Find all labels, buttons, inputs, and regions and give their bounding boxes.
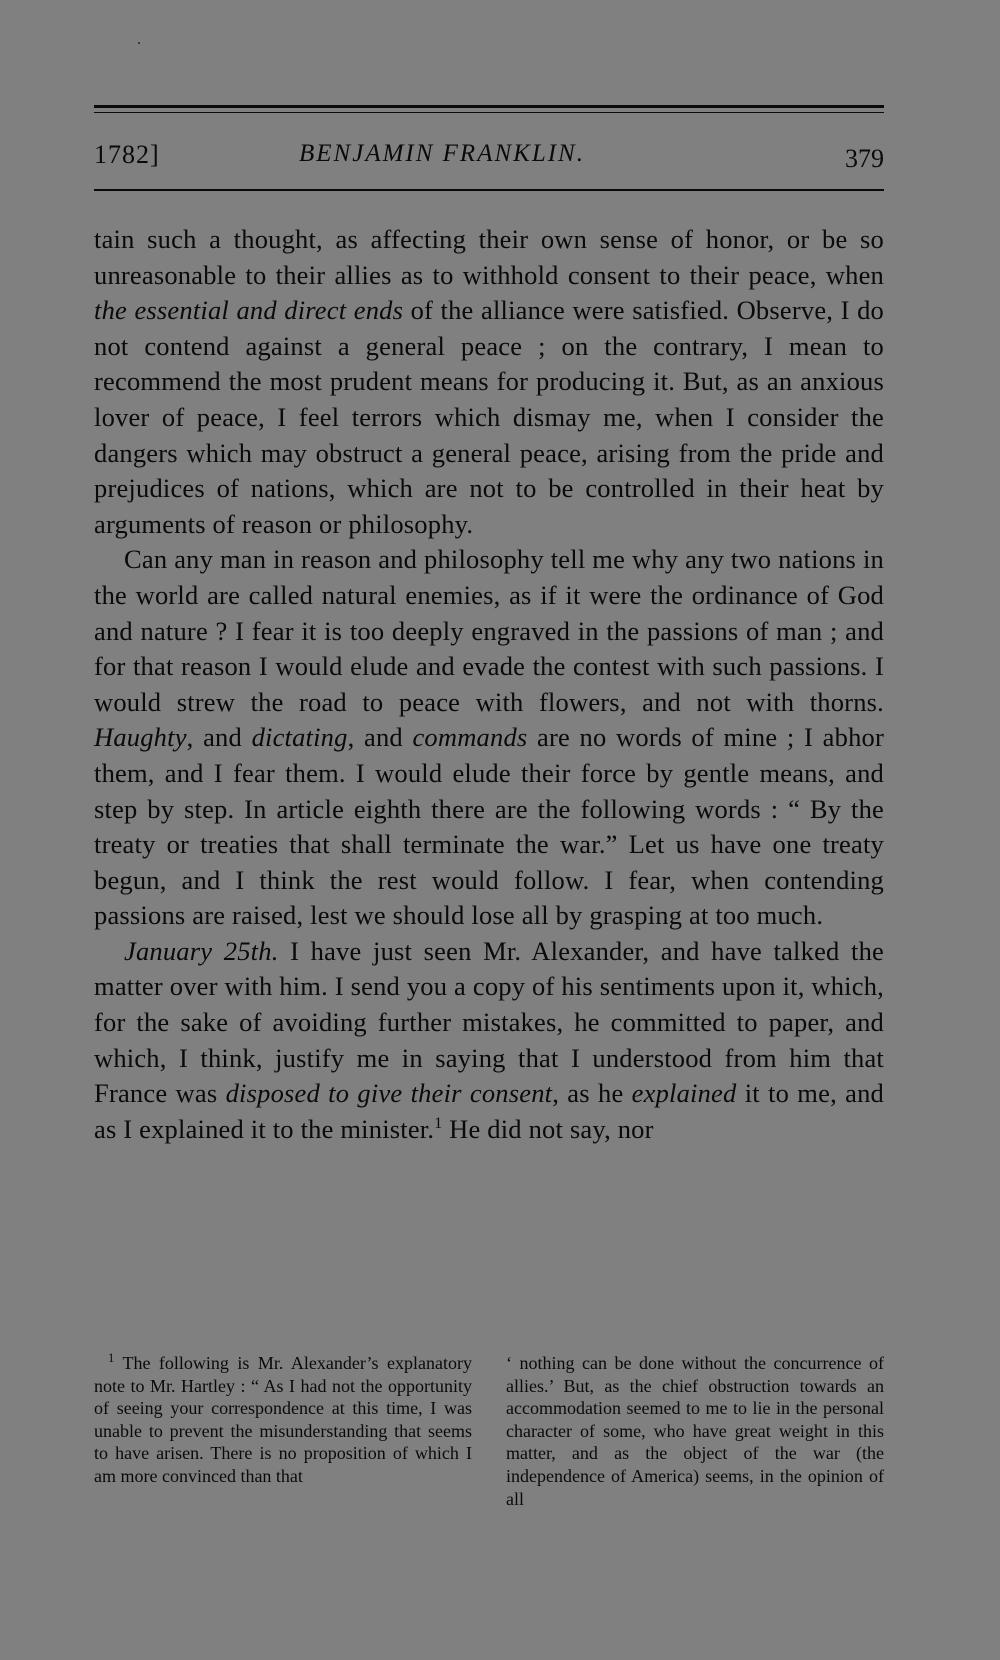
p3-text-c: it to me, and as I explained it to the minister. — [94, 1078, 885, 1144]
running-head-year: 1782] — [94, 140, 160, 169]
running-head — [94, 140, 884, 176]
p2-text-b: , and — [186, 722, 252, 753]
p2-text-a: Can any man in reason and philosophy tell me why any two nations in the world are called natural enemies, as if it were the ordinance of God and nature ? I fear it is too deeply engraved in the passions of man ; and for that reason I would elude and evade the contest with such passions. I would strew the road to peace with flowers, and not with thorns. — [94, 544, 884, 717]
footnote-right-text: ‘ nothing can be done without the concurrence of allies.’ But, as the chief obstruction towards an accommodation seemed to me to lie in the personal character of some, who have great weight in this matter, and as the object of the war (the independence of America) seems, in the opinion of all — [506, 1353, 884, 1509]
p2-text-d: are no words of mine ; I abhor them, and I fear them. I would elude their force by gentle means, and step by step. In article eighth there are the following words : “ By the treaty or treaties that shall terminate the war.” Let us have one treaty begun, and I think the rest would follow. I fear, when contending passions are raised, lest we should lose all by grasping at too much. — [94, 722, 884, 931]
paragraph-2 — [94, 542, 884, 934]
p3-text-a: I have just seen Mr. Alexander, and have talked the matter over with him. I send you a copy of his sentiments upon it, which, for the sake of avoiding further mistakes, he committed to paper, and which, I think, justify me in saying that I understood from him that France was — [94, 935, 884, 1109]
footnote-left-body: The following is Mr. Alexander’s explanatory note to Mr. Hartley : “ As I had not the opportunity of seeing your correspondence at this time, I was unable to prevent the misunderstanding that seems to have arisen. There is no proposition of which I am more convinced than that — [94, 1353, 472, 1486]
footnote-reference: 1 — [434, 1115, 443, 1133]
footnote-column-right — [506, 1352, 884, 1510]
paper-speck — [138, 42, 140, 44]
p2-italic-haughty: Haughty — [94, 722, 187, 753]
header-rule-thick — [94, 105, 884, 108]
footnote-column-left — [94, 1352, 472, 1488]
p1-italic: the essential and direct ends — [94, 295, 404, 326]
running-head-title: BENJAMIN FRANKLIN. — [299, 140, 585, 167]
paragraph-1 — [94, 222, 884, 542]
running-head-rule — [94, 189, 884, 191]
p3-date: January 25th. — [124, 935, 279, 966]
footnote-left-text — [94, 1352, 472, 1488]
p2-text-c: , and — [347, 722, 413, 753]
p3-italic-disposed: disposed to give their consent — [225, 1078, 553, 1109]
p3-text-d: He did not say, nor — [442, 1113, 654, 1144]
paragraph-3 — [94, 934, 884, 1148]
p2-italic-commands: commands — [412, 722, 528, 753]
header-rule-thin — [94, 112, 884, 113]
p3-italic-explained: explained — [631, 1078, 737, 1109]
p1-text-b: of the alliance were satisfied. Observe, I do not contend against a general peace ; on the contrary, I mean to recommend the most prudent means for producing it. But, as an anxious lover of peace, I feel terrors which dismay me, when I consider the dangers which may obstruct a general peace, arising from the pride and prejudices of nations, which are not to be controlled in their heat by arguments of reason or philosophy. — [94, 295, 884, 539]
p2-italic-dictating: dictating — [251, 722, 348, 753]
p3-text-b: , as he — [552, 1078, 632, 1109]
footnote-marker: 1 — [108, 1351, 115, 1365]
page-number: 379 — [845, 144, 884, 173]
p1-text-a: tain such a thought, as affecting their own sense of honor, or be so unreasonable to their allies as to withhold consent to their peace, when — [94, 224, 884, 290]
footnotes — [94, 1352, 884, 1542]
body-text — [94, 222, 884, 1147]
